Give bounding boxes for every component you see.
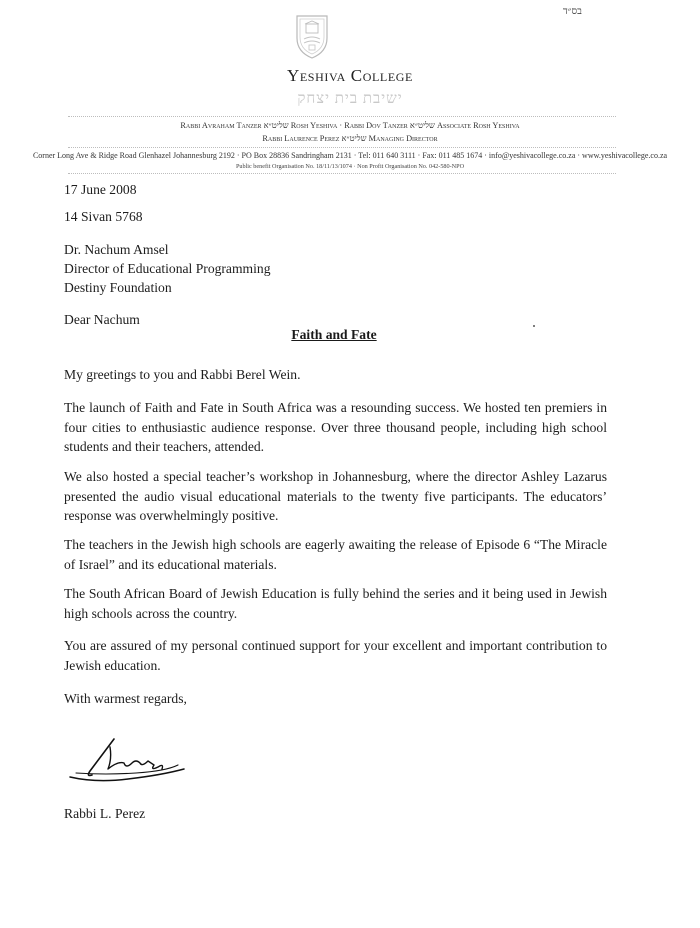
corner-blessing-mark: בס״ד [562, 6, 582, 17]
staff-line-1: Rabbi Avraham Tanzer שליט״א Rosh Yeshiva · Rabbi Dov Tanzer שליט״א Associate Rosh Yeshiva [180, 121, 520, 130]
recipient-title: Director of Educational Programming [64, 261, 271, 276]
institution-hebrew-name: ישיבת בית יצחק [297, 91, 403, 107]
recipient-organisation: Destiny Foundation [64, 280, 172, 295]
hebrew-date: 14 Sivan 5768 [64, 209, 143, 224]
salutation: Dear Nachum [64, 312, 140, 327]
address-line: Corner Long Ave & Ridge Road Glenhazel Johannesburg 2192 · PO Box 28836 Sandringham 2131 · Tel: 011 640 3111 · Fax: 011 485 1674 · info@yeshivacollege.co.za · www.yeshivacollege.co.za [32, 151, 668, 160]
closing-line: With warmest regards, [64, 691, 187, 706]
signer-name: Rabbi L. Perez [64, 806, 146, 821]
staff-line-2: Rabbi Laurence Perez שליט״א Managing Director [262, 134, 438, 143]
divider-bottom [68, 173, 616, 174]
recipient-block [64, 240, 271, 297]
divider-middle [68, 147, 616, 148]
paragraph-episode: The teachers in the Jewish high schools are eagerly awaiting the release of Episode 6 “The Miracle of Israel” and its educational materials. [64, 537, 607, 572]
paragraph-launch: The launch of Faith and Fate in South Africa was a resounding success. We hosted ten premiers in four cities to enthusiastic audience response. Over three thousand people, including high school students and their teachers, attended. [64, 400, 607, 454]
paragraph-workshop: We also hosted a special teacher’s workshop in Johannesburg, where the director Ashley Lazarus presented the audio visual educational materials to the twenty five participants. The educators’ response was overwhelmingly positive. [64, 469, 607, 523]
subject-heading: Faith and Fate [291, 327, 377, 342]
paragraph-greeting: My greetings to you and Rabbi Berel Wein. [64, 367, 301, 382]
recipient-name: Dr. Nachum Amsel [64, 242, 169, 257]
registration-line: Public benefit Organisation No. 18/11/13/1074 · Non Profit Organisation No. 042-580-NPO [235, 163, 465, 170]
handwritten-signature [66, 733, 186, 791]
divider-top [68, 116, 616, 117]
institution-name: Yeshiva College [287, 66, 413, 85]
yeshiva-crest-logo [293, 12, 331, 60]
stray-dot [533, 325, 535, 327]
letter-date: 17 June 2008 [64, 182, 137, 197]
paragraph-support: You are assured of my personal continued support for your excellent and important contribution to Jewish education. [64, 638, 607, 673]
paragraph-board: The South African Board of Jewish Education is fully behind the series and it being used in Jewish high schools across the country. [64, 586, 607, 621]
